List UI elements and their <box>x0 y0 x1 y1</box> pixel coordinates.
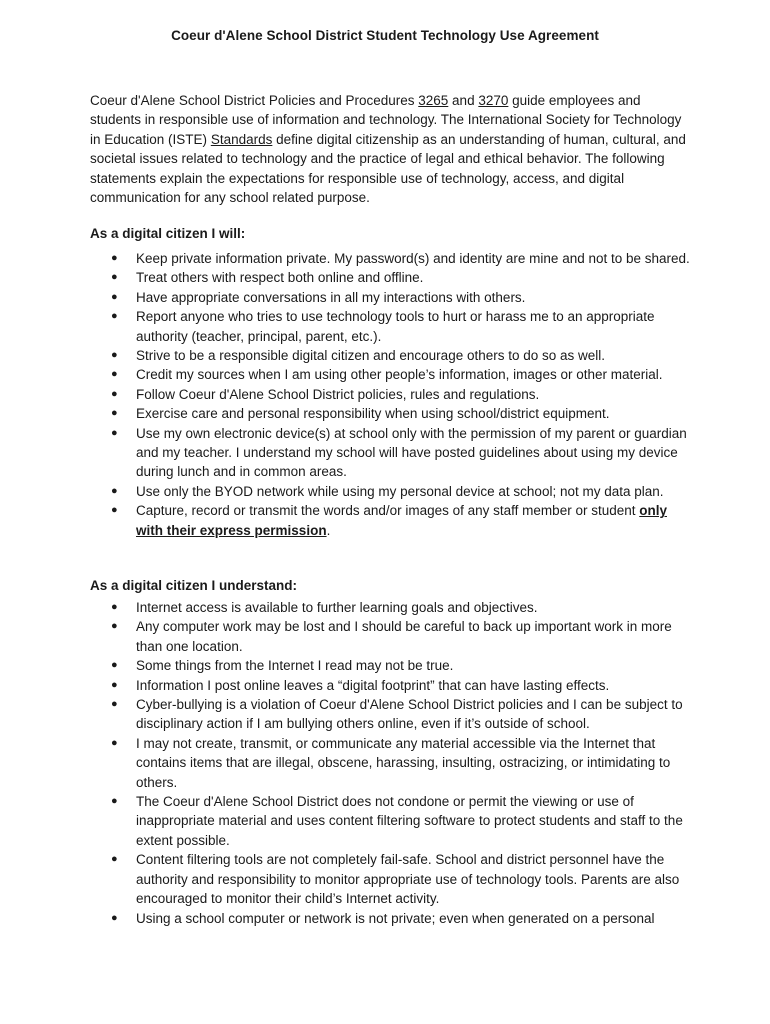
policy-3265-link[interactable]: 3265 <box>418 93 449 108</box>
intro-paragraph <box>90 91 690 207</box>
list-item: ● Exercise care and personal responsibility when using school/district equipment. <box>90 404 690 423</box>
list-item: ● Content filtering tools are not completely fail-safe. School and district personnel have the authority and responsibility to monitor appropriate use of technology tools. Parents are also encouraged to monitor their child’s Internet activity. <box>111 852 680 907</box>
list-item: ● Capture, record or transmit the words and/or images of any staff member or student only with their express permission. <box>111 503 667 538</box>
list-item: ● Report anyone who tries to use technology tools to hurt or harass me to an appropriate authority (teacher, principal, parent, etc.). <box>111 309 655 344</box>
bullet-icon: ● <box>111 698 118 711</box>
bullet-icon: ● <box>111 271 118 284</box>
section-will-heading: As a digital citizen I will: <box>90 226 246 241</box>
list-item: ● Using a school computer or network is not private; even when generated on a personal <box>90 909 690 928</box>
bullet-icon: ● <box>111 407 118 420</box>
list-item: ● Use only the BYOD network while using my personal device at school; not my data plan. <box>90 482 690 501</box>
bullet-icon: ● <box>111 484 118 497</box>
bullet-icon: ● <box>111 795 118 808</box>
list-item: ● Any computer work may be lost and I should be careful to back up important work in more than one location. <box>111 619 672 654</box>
bullet-icon: ● <box>111 601 118 613</box>
list-item: ● Some things from the Internet I read may not be true. <box>90 656 690 675</box>
page-title: Coeur d'Alene School District Student Technology Use Agreement <box>171 28 599 43</box>
bullet-icon: ● <box>111 387 118 400</box>
intro-text-3: guide employees and students in responsible use of information and technology. The International Society for Technology in Education (ISTE) <box>90 93 682 147</box>
bullet-icon: ● <box>111 252 118 264</box>
bullet-icon: ● <box>111 620 118 633</box>
understand-list <box>90 598 690 928</box>
bullet-icon: ● <box>111 911 118 924</box>
list-item: ● Strive to be a responsible digital citizen and encourage others to do so as well. <box>90 346 690 365</box>
list-item: ● Cyber-bullying is a violation of Coeur d'Alene School District policies and I can be subject to disciplinary action if I am bullying others online, even if it’s outside of school. <box>111 697 683 732</box>
will-list <box>90 249 690 540</box>
list-item: ● I may not create, transmit, or communicate any material accessible via the Internet that contains items that are illegal, obscene, harassing, insulting, ostracizing, or intimidating to others. <box>111 735 671 790</box>
bullet-icon: ● <box>111 736 118 749</box>
policy-3270-link[interactable]: 3270 <box>478 93 509 108</box>
list-item: ● Keep private information private. My password(s) and identity are mine and not to be shared. <box>90 249 690 268</box>
bullet-icon: ● <box>111 853 118 866</box>
intro-text-2: and <box>448 93 479 108</box>
list-item: ● Have appropriate conversations in all my interactions with others. <box>90 288 690 307</box>
list-item: ● Follow Coeur d'Alene School District policies, rules and regulations. <box>90 385 690 404</box>
bullet-icon: ● <box>111 290 118 303</box>
express-permission-emphasis: only with their express permission <box>136 503 667 538</box>
bullet-icon: ● <box>111 349 118 362</box>
section-understand-heading: As a digital citizen I understand: <box>90 578 298 593</box>
iste-standards-link[interactable]: Standards <box>210 131 273 147</box>
intro-text-4: define digital citizenship as an understanding of human, cultural, and societal issues related to technology and the practice of legal and ethical behavior. The following statements explain the expectations for responsible use of technology, access, and digital communication for any school related purpose. <box>90 131 686 206</box>
list-item: ● Information I post online leaves a “digital footprint” that can have lasting effects. <box>90 676 690 695</box>
list-item: ● The Coeur d'Alene School District does not condone or permit the viewing or use of inappropriate material and uses content filtering software to protect students and staff to the extent possible. <box>111 794 683 848</box>
bullet-icon: ● <box>111 504 118 517</box>
intro-text-1: Coeur d'Alene School District Policies and Procedures <box>90 93 419 108</box>
bullet-icon: ● <box>111 678 118 691</box>
list-item: ● Treat others with respect both online and offline. <box>90 268 690 287</box>
list-item: ● Internet access is available to further learning goals and objectives. <box>90 598 690 617</box>
list-item: ● Use my own electronic device(s) at school only with the permission of my parent or guardian and my teacher. I understand my school will have posted guidelines about using my device during lunch and in common areas. <box>111 425 687 480</box>
bullet-icon: ● <box>111 426 118 439</box>
bullet-icon: ● <box>111 368 118 381</box>
list-item: ● Credit my sources when I am using other people’s information, images or other material. <box>90 365 690 384</box>
bullet-icon: ● <box>111 310 118 323</box>
bullet-icon: ● <box>111 659 118 672</box>
